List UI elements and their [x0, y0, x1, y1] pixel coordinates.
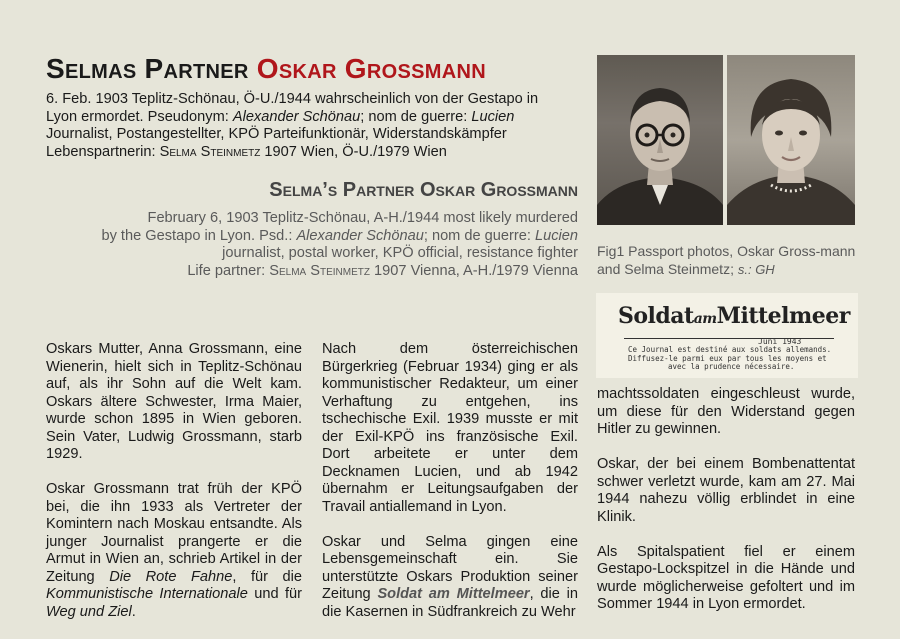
- newspaper-masthead: [618, 303, 850, 329]
- bio-en-text: ; nom de guerre:: [423, 227, 535, 244]
- newspaper-rule: [624, 338, 834, 339]
- body-column-1: [46, 341, 302, 639]
- paragraph: [46, 481, 302, 621]
- paragraph: Oskar, der bei einem Bombenattentat schwer verletzt wurde, kam am 27. Mai 1944 nahezu völlig erblindet in eine Klinik.: [597, 456, 855, 525]
- subtitle-english: Selma’s Partner Oskar Grossmann: [269, 179, 578, 201]
- newspaper-line: Ce Journal est destiné aux soldats allemands.: [628, 345, 832, 354]
- newspaper-notice: [628, 346, 848, 372]
- paragraph: Nach dem österreichischen Bürgerkrieg (Februar 1934) ging er als kommunistischer Redakteur, um einer Verhaftung zu entgehen, ins tschechische Exil. 1939 musste er mit der Exil-KPÖ ins französische Exil. Dort arbeitete er unter dem Decknamen Lucien, und ab 1942 übernahm er Leitungsaufgaben der Travail antiallemand in Lyon.: [322, 341, 578, 515]
- bio-en-pseudonym: Alexander Schönau: [296, 227, 424, 244]
- paragraph: Als Spitalspatient fiel er einem Gestapo-Lockspitzel in die Hände und wurde möglicherweise gefoltert und im Sommer 1944 in Lyon ermordet.: [597, 543, 855, 612]
- bio-de-pseudonym: Alexander Schönau: [232, 108, 361, 125]
- bio-de-partner-name: Selma Steinmetz: [159, 143, 261, 160]
- paragraph: Oskars Mutter, Anna Grossmann, eine Wienerin, hielt sich in Teplitz-Schönau auf, als ihr Sohn auf die Welt kam. Oskars ältere Schwester, Irma Maier, wurde schon 1895 in Wien geboren. Sein Vater, Ludwig Grossmann, starb 1929.: [46, 341, 302, 462]
- paragraph-text: , für die: [232, 568, 303, 585]
- bio-de-line-2: [46, 109, 586, 127]
- newspaper-clipping: [596, 293, 858, 378]
- newspaper-line: avec la prudence nécessaire.: [668, 362, 795, 371]
- bio-en-text: 1907 Vienna, A-H./1979 Vienna: [370, 262, 578, 279]
- bio-de-text: 1907 Wien, Ö-U./1979 Wien: [260, 143, 447, 160]
- publication-title: Weg und Ziel: [46, 603, 132, 620]
- bio-en-line-2: [78, 228, 578, 246]
- masthead-word: am: [693, 311, 717, 327]
- paragraph-text: .: [131, 603, 136, 620]
- bio-de-line-3: Journalist, Postangestellter, KPÖ Parteifunktionär, Widerstandskämpfer: [46, 126, 507, 142]
- bio-de-text: ; nom de guerre:: [360, 108, 472, 125]
- body-column-2: [322, 341, 578, 639]
- body-column-3: [597, 386, 855, 631]
- newspaper-line: Diffusez-le parmi eux par tous les moyens et: [628, 353, 827, 363]
- portrait-man-icon: [597, 55, 723, 225]
- photo-oskar-grossmann: [597, 55, 723, 225]
- paragraph-text: Oskar Grossmann trat früh der KPÖ bei, die ihn 1933 als Vertreter der Komintern nach Moskau entsandte. Als junger Journalist prangerte er die Armut in Wien an, schrieb Artikel in der Zeitung: [46, 481, 302, 585]
- photo-selma-steinmetz: [727, 55, 855, 225]
- bio-de-nom-de-guerre: Lucien: [471, 108, 515, 125]
- bio-de-text: Lyon ermordet. Pseudonym:: [46, 108, 233, 125]
- bio-en-line-4: [78, 263, 578, 281]
- masthead-word: Soldat: [618, 303, 694, 329]
- masthead-word: Mittelmeer: [716, 303, 850, 329]
- publication-title: Kommunistische Internationale: [46, 586, 248, 602]
- bio-en-text: Life partner:: [187, 262, 270, 279]
- title-part-2: Oskar Grossmann: [256, 53, 486, 84]
- paragraph: [322, 534, 578, 622]
- publication-title: Soldat am Mittelmeer: [377, 586, 530, 602]
- bio-en-line-1: February 6, 1903 Teplitz-Schönau, A-H./1944 most likely murdered: [147, 210, 578, 226]
- paragraph-text: , die in die Kasernen in Südfrankreich zu Wehr: [322, 586, 579, 620]
- bio-german: [46, 91, 586, 161]
- bio-en-line-3: journalist, postal worker, KPÖ official, resistance fighter: [222, 245, 578, 261]
- bio-english: [78, 210, 578, 280]
- page-title: [46, 52, 486, 86]
- bio-de-line-1: 6. Feb. 1903 Teplitz-Schönau, Ö-U./1944 wahrscheinlich von der Gestapo in: [46, 91, 539, 107]
- paragraph-text: Oskar und Selma gingen eine Lebensgemeinschaft ein. Sie unterstützte Oskars Produktion seiner Zeitung: [322, 533, 578, 602]
- bio-de-line-4: [46, 144, 586, 162]
- publication-title: Die Rote Fahne: [109, 568, 233, 585]
- newspaper-date: Juni 1943: [758, 337, 802, 346]
- title-part-1: Selmas Partner: [46, 53, 249, 84]
- paragraph-text: und für: [247, 586, 302, 602]
- bio-en-partner-name: Selma Steinmetz: [269, 262, 370, 279]
- caption-source: s.: GH: [737, 261, 775, 277]
- caption-text: Fig1 Passport photos, Oskar Gross-mann and Selma Steinmetz;: [597, 243, 856, 277]
- bio-de-text: Lebenspartnerin:: [46, 143, 160, 160]
- photo-caption: [597, 243, 867, 278]
- paragraph: machtssoldaten eingeschleust wurde, um diese für den Widerstand gegen Hitler zu gewinnen.: [597, 386, 855, 437]
- bio-en-text: by the Gestapo in Lyon. Psd.:: [101, 227, 297, 244]
- portrait-woman-icon: [727, 55, 855, 225]
- bio-en-nom-de-guerre: Lucien: [534, 227, 578, 244]
